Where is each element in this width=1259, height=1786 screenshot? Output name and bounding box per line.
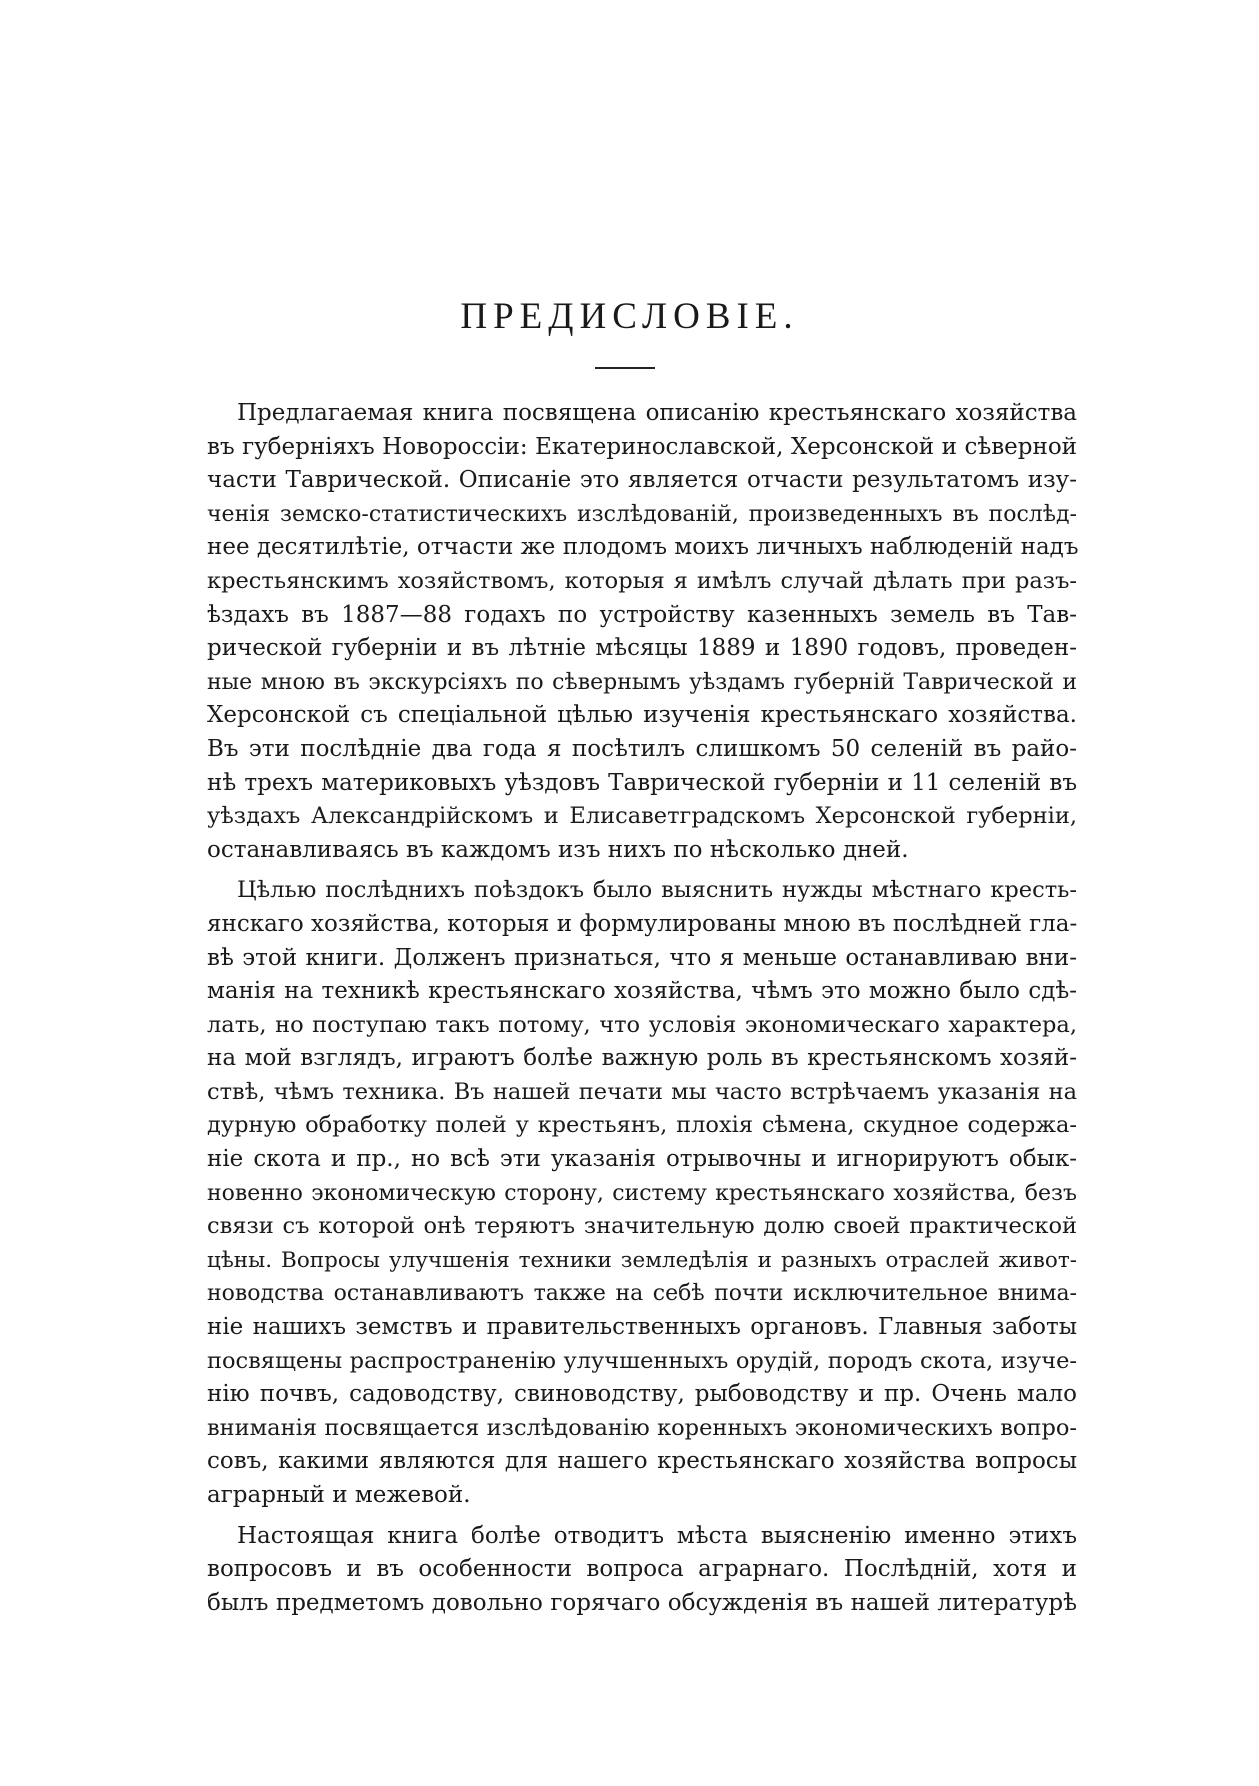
title-divider (595, 367, 655, 369)
paragraph (207, 1520, 1077, 1621)
paragraph-gap (207, 867, 1077, 874)
text-line: нее десятилѣтiе, отчасти же плодомъ моихъ личныхъ наблюденiй надъ (207, 534, 1079, 561)
text-line: манiя на техникѣ крестьянскаго хозяйства, чѣмъ это можно было сдѣ- (207, 978, 1077, 1005)
text-line: части Таврической. Описанiе это является отчасти результатомъ изу- (207, 467, 1077, 494)
text-line: крестьянскимъ хозяйствомъ, которыя я имѣлъ случай дѣлать при разъ- (207, 567, 1077, 594)
text-line: Въ эти послѣднiе два года я посѣтилъ слишкомъ 50 селенiй въ райо- (207, 735, 1077, 762)
text-line: Херсонской съ спецiальной цѣлью изученiя крестьянскаго хозяйства. (207, 702, 1077, 729)
text-line: въ губернiяхъ Новороссiи: Екатеринославской, Херсонской и сѣверной (207, 433, 1077, 460)
text-line: янскаго хозяйства, которыя и формулированы мною въ послѣдней гла- (207, 910, 1078, 937)
text-line: Настоящая книга болѣе отводитъ мѣста выясненiю именно этихъ (237, 1522, 1077, 1549)
text-line: вѣ этой книги. Долженъ признаться, что я меньше останавливаю вни- (207, 944, 1077, 971)
text-line: ченiя земско-статистическихъ изслѣдованiй, произведенныхъ въ послѣд- (207, 501, 1077, 527)
page-title: ПРЕДИСЛОВIЕ. (460, 296, 799, 337)
text-line: аграрный и межевой. (207, 1482, 471, 1508)
text-line: нiю почвъ, садоводству, свиноводству, рыбоводству и пр. Очень мало (207, 1381, 1077, 1408)
text-line: рической губернiи и въ лѣтнiе мѣсяцы 1889 и 1890 годовъ, проведен- (207, 635, 1077, 662)
text-line: лать, но поступаю такъ потому, что условiя экономическаго характера, (207, 1011, 1077, 1038)
paragraph-gap (207, 1513, 1077, 1520)
text-line: нiе скота и пр., но всѣ эти указанiя отрывочны и игнорируютъ обык- (207, 1146, 1077, 1173)
text-line: Предлагаемая книга посвящена описанiю крестьянскаго хозяйства (237, 400, 1077, 426)
text-line: нѣ трехъ материковыхъ уѣздовъ Таврической губернiи и 11 селенiй въ (207, 769, 1077, 796)
text-line: вниманiя посвящается изслѣдованiю коренныхъ экономическихъ вопро- (207, 1414, 1077, 1441)
text-line: уѣздахъ Александрiйскомъ и Елисаветградскомъ Херсонской губернiи, (207, 803, 1077, 830)
text-line: цѣны. Вопросы улучшенiя техники земледѣлiя и разныхъ отраслей живот- (207, 1247, 1077, 1273)
text-line: новенно экономическую сторону, систему крестьянскаго хозяйства, безъ (207, 1180, 1077, 1206)
text-line: былъ предметомъ довольно горячаго обсужденiя въ нашей литературѣ (207, 1589, 1077, 1616)
text-line: посвящены распространенiю улучшенныхъ орудiй, породъ скота, изуче- (207, 1347, 1077, 1374)
paragraph (207, 874, 1077, 1512)
text-line: вопросовъ и въ особенности вопроса аграрнаго. Послѣднiй, хотя и (207, 1556, 1077, 1583)
paragraph (207, 397, 1077, 867)
text-line: дурную обработку полей у крестьянъ, плохiя сѣмена, скудное содержа- (207, 1112, 1077, 1139)
text-line: совъ, какими являются для нашего крестьянскаго хозяйства вопросы (207, 1448, 1077, 1475)
text-line: связи съ которой онѣ теряютъ значительную долю своей практической (207, 1213, 1077, 1240)
text-line: Цѣлью послѣднихъ поѣздокъ было выяснить нужды мѣстнаго кресть- (237, 877, 1077, 904)
text-line: ѣздахъ въ 1887—88 годахъ по устройству казенныхъ земель въ Тав- (207, 601, 1077, 628)
body-text (207, 397, 1077, 1620)
text-line: нiе нашихъ земствъ и правительственныхъ органовъ. Главныя заботы (207, 1314, 1077, 1341)
text-line: ные мною въ экскурсiяхъ по сѣвернымъ уѣздамъ губернiй Таврической и (207, 669, 1077, 695)
text-line: останавливаясь въ каждомъ изъ нихъ по нѣсколько дней. (207, 836, 909, 863)
text-line: новодства останавливаютъ также на себѣ почти исключительное внима- (207, 1281, 1077, 1307)
text-line: ствѣ, чѣмъ техника. Въ нашей печати мы часто встрѣчаемъ указанiя на (207, 1078, 1077, 1105)
text-line: на мой взглядъ, играютъ болѣе важную роль въ крестьянскомъ хозяй- (207, 1045, 1077, 1072)
